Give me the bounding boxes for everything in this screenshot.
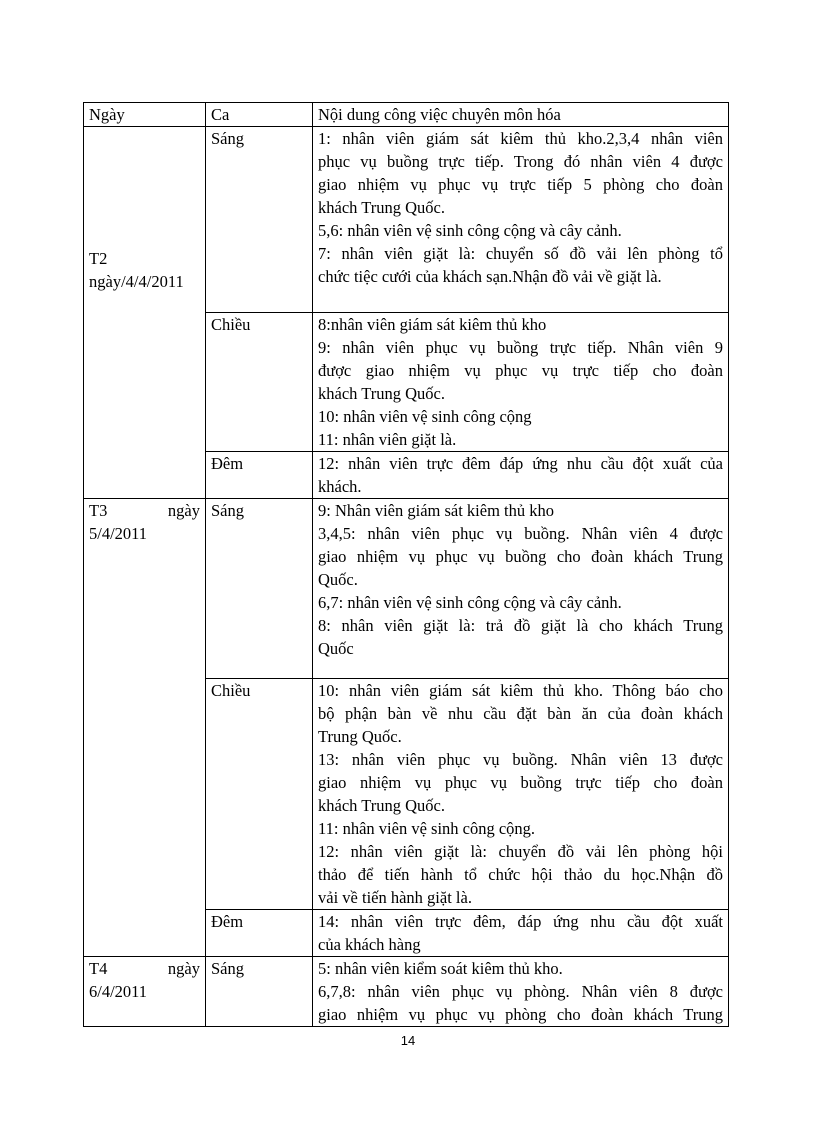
content-line: bộ phận bàn về nhu cầu đặt bàn ăn của đoàn khách — [318, 704, 723, 723]
content-line: 10: nhân viên giám sát kiêm thủ kho. Thông báo cho — [318, 681, 723, 700]
content-line: 8:nhân viên giám sát kiêm thủ kho — [318, 315, 547, 334]
content-line: Quốc — [318, 639, 354, 658]
content-line: 12: nhân viên trực đêm đáp ứng nhu cầu đột xuất của — [318, 454, 723, 473]
content-cell — [313, 499, 729, 679]
day-date: ngày/4/4/2011 — [89, 271, 184, 291]
day-date: 5/4/2011 — [89, 524, 148, 543]
content-line: giao nhiệm vụ phục vụ buồng trực tiếp cho đoàn — [318, 773, 723, 792]
header-content: Nội dung công việc chuyên môn hóa — [313, 103, 729, 127]
content-line: 6,7: nhân viên vệ sinh công cộng và cây cảnh. — [318, 593, 622, 612]
day-label: T2 — [89, 248, 108, 268]
content-line: chức tiệc cưới của khách sạn.Nhận đồ vải về giặt là. — [318, 267, 662, 286]
content-line: của khách hàng — [318, 935, 421, 954]
shift-cell: Sáng — [206, 499, 313, 679]
content-line: 11: nhân viên vệ sinh công cộng. — [318, 819, 536, 838]
content-line: 12: nhân viên giặt là: chuyển đồ vải lên phòng hội — [318, 842, 723, 861]
content-cell — [313, 313, 729, 452]
shift-cell: Chiều — [206, 679, 313, 910]
day-label: T4 — [89, 959, 108, 978]
content-line: được giao nhiệm vụ phục vụ trực tiếp cho đoàn — [318, 361, 723, 380]
content-line: 8: nhân viên giặt là: trả đồ giặt là cho khách Trung — [318, 616, 723, 635]
day-word: ngày — [167, 501, 200, 520]
content-line: khách Trung Quốc. — [318, 384, 445, 403]
content-line: giao nhiệm vụ phục vụ buồng cho đoàn khách Trung — [318, 547, 723, 566]
day-cell-t4 — [84, 957, 206, 1027]
shift-cell: Chiều — [206, 313, 313, 452]
header-row — [84, 103, 729, 127]
content-cell — [313, 127, 729, 313]
shift-cell: Đêm — [206, 910, 313, 957]
content-line: khách Trung Quốc. — [318, 198, 445, 217]
page-number: 14 — [400, 1033, 416, 1048]
content-line: 11: nhân viên giặt là. — [318, 430, 457, 449]
header-shift: Ca — [206, 103, 313, 127]
schedule-table — [83, 102, 729, 1027]
day-word: ngày — [167, 959, 200, 978]
content-line: 6,7,8: nhân viên phục vụ phòng. Nhân viên 8 được — [318, 982, 723, 1001]
shift-cell: Sáng — [206, 957, 313, 1027]
content-line: 13: nhân viên phục vụ buồng. Nhân viên 13 được — [318, 750, 723, 769]
content-line: 10: nhân viên vệ sinh công cộng — [318, 407, 532, 426]
shift-cell: Sáng — [206, 127, 313, 313]
content-line: 7: nhân viên giặt là: chuyển số đồ vải lên phòng tổ — [318, 244, 723, 263]
content-cell — [313, 452, 729, 499]
content-cell — [313, 679, 729, 910]
content-line: phục vụ buồng trực tiếp. Trong đó nhân viên 4 được — [318, 152, 723, 171]
content-line: giao nhiệm vụ phục vụ trực tiếp 5 phòng cho đoàn — [318, 175, 723, 194]
content-line: thảo để tiến hành tổ chức hội thảo du học.Nhận đồ — [318, 865, 723, 884]
content-cell — [313, 957, 729, 1027]
day-cell-t2 — [84, 127, 206, 499]
table-row — [84, 499, 729, 679]
content-line: vải về tiến hành giặt là. — [318, 888, 472, 907]
shift-cell: Đêm — [206, 452, 313, 499]
content-line: 5,6: nhân viên vệ sinh công cộng và cây cảnh. — [318, 221, 622, 240]
content-line: 1: nhân viên giám sát kiêm thủ kho.2,3,4 nhân viên — [318, 129, 723, 148]
content-line: 9: nhân viên phục vụ buồng trực tiếp. Nhân viên 9 — [318, 338, 723, 357]
header-day: Ngày — [84, 103, 206, 127]
content-line: Quốc. — [318, 570, 358, 589]
content-line: 5: nhân viên kiểm soát kiêm thủ kho. — [318, 959, 563, 978]
table-row — [84, 127, 729, 313]
content-line: khách Trung Quốc. — [318, 796, 445, 815]
day-cell-t3 — [84, 499, 206, 957]
day-date: 6/4/2011 — [89, 982, 148, 1001]
content-line: Trung Quốc. — [318, 727, 402, 746]
content-line: 9: Nhân viên giám sát kiêm thủ kho — [318, 501, 555, 520]
day-label: T3 — [89, 501, 108, 520]
content-line: giao nhiệm vụ phục vụ phòng cho đoàn khách Trung — [318, 1005, 723, 1024]
content-line: 14: nhân viên trực đêm, đáp ứng nhu cầu đột xuất — [318, 912, 723, 931]
table-row — [84, 957, 729, 1027]
content-cell — [313, 910, 729, 957]
content-line: 3,4,5: nhân viên phục vụ buồng. Nhân viên 4 được — [318, 524, 723, 543]
content-line: khách. — [318, 477, 362, 496]
